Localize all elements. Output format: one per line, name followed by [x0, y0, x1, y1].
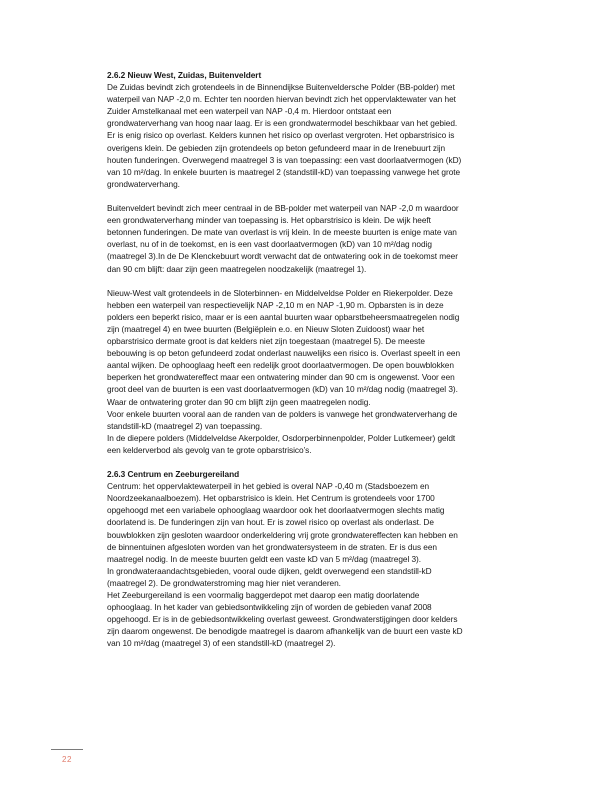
text-line: overigens klein. De gebieden zijn grotendeels op beton gefundeerd maar in de Irenebuurt zijn [107, 142, 446, 153]
text-line: maatregel nodig. In de meeste buurten geldt een vaste kD van 5 m²/dag (maatregel 3). [107, 553, 422, 564]
section-heading: 2.6.3 Centrum en Zeeburgereiland [107, 469, 240, 480]
text-line: een kelderverbod als gevolg van te grote opbarstrisico’s. [107, 444, 312, 455]
text-line: overlast, nu of in de toekomst, en is een vast doorlaatvermogen (kD) van 10 m²/dag nodig [107, 239, 432, 250]
paragraph [107, 202, 523, 275]
text-line: beperken het grondwatereffect maar een ontwatering minder dan 90 cm is ongewenst. Voor een [107, 372, 455, 383]
text-line: standstill-kD (maatregel 2) van toepassing. [107, 420, 263, 431]
section-gap [107, 456, 523, 468]
text-line: Voor enkele buurten vooral aan de randen van de polders is vanwege het grondwaterverhang de [107, 408, 458, 419]
text-line: opgehoogd met een variabele ophooglaag waardoor ook het doorlaatvermogen slechts matig [107, 505, 445, 516]
text-line: dan 90 cm blijft: daar zijn geen maatregelen noodzakelijk (maatregel 1). [107, 263, 367, 274]
text-line: waterpeil van NAP -2,0 m. Echter ten noorden hiervan bevindt zich het oppervlaktewater van het [107, 94, 456, 105]
paragraph [107, 81, 523, 190]
text-line: Waar de ontwatering groter dan 90 cm blijft zijn geen maatregelen nodig. [107, 396, 371, 407]
section [107, 69, 523, 456]
text-line: Zuider Amstelkanaal met een waterpeil van NAP -0,4 m. Hierdoor ontstaat een [107, 106, 392, 117]
page-body [107, 69, 523, 650]
text-line: grondwaterverhang van hoog naar laag. Er is een grondwatermodel beschikbaar van het gebied. [107, 118, 458, 129]
text-line: In de diepere polders (Middelveldse Akerpolder, Osdorperbinnenpolder, Polder Lutkemeer) geldt [107, 432, 456, 443]
footer-rule [51, 749, 83, 750]
text-line: Er is enig risico op overlast. Kelders kunnen het risico op overlast vergroten. Het opbarstrisico is [107, 130, 455, 141]
text-line: (maatregel 2). De grondwaterstroming mag hier niet veranderen. [107, 577, 341, 588]
text-line: opgehoogd. Er is in de gebiedsontwikkeling overlast geweest. Grondwaterstijgingen door kelders [107, 614, 458, 625]
text-line: groot deel van de buurten is een vast doorlaatvermogen (kD) van 10 m²/dag nodig (maatregel 3). [107, 384, 458, 395]
paragraph-gap [107, 190, 523, 202]
text-line: van 10 m²/dag (maatregel 3) of een standstill-kD (maatregel 2). [107, 638, 336, 649]
paragraph [107, 287, 523, 456]
text-line: houten funderingen. Overwegend maatregel 3 is van toepassing: een vast doorlaatvermogen (kD) [107, 154, 462, 165]
text-line: grondwaterverhang. [107, 178, 180, 189]
text-line: Buitenveldert bevindt zich meer centraal in de BB-polder met waterpeil van NAP -2,0 m waardoor [107, 203, 459, 214]
text-line: hebben een waterpeil van respectievelijk NAP -2,10 m en NAP -1,90 m. Opbarsten is in deze [107, 299, 444, 310]
text-line: zijn daarom ongewenst. De benodigde maatregel is daarom afhankelijk van de buurt een vaste kD [107, 626, 463, 637]
text-line: een grondwaterverhang minder van toepassing is. Het opbarstrisico is klein. De wijk heeft [107, 215, 431, 226]
text-line: polders een beperkt risico, maar er is een aantal buurten waar opbarstbeheersmaatregelen nodig [107, 311, 460, 322]
text-line: Het Zeeburgereiland is een voormalig baggerdepot met daarop een matig doorlatende [107, 590, 420, 601]
text-line: de binnentuinen afgesloten worden van het grondwatersysteem in de straten. Er is dus een [107, 541, 437, 552]
text-line: Nieuw-West valt grotendeels in de Sloterbinnen- en Middelveldse Polder en Riekerpolder. Deze [107, 287, 453, 298]
text-line: bebouwing is op beton gefundeerd zodat onderlast nauwelijks een risico is. Overlast speelt in een [107, 348, 461, 359]
paragraph-gap [107, 275, 523, 287]
text-line: Noordzeekanaalboezem). Het opbarstrisico is klein. Het Centrum is grotendeels voor 1700 [107, 493, 435, 504]
text-line: Centrum: het oppervlaktewaterpeil in het gebied is overal NAP -0,40 m (Stadsboezem en [107, 481, 430, 492]
section [107, 468, 523, 649]
text-line: opbarstrisico dermate groot is dat kelders niet zijn toegestaan (maatregel 5). De meeste [107, 336, 425, 347]
text-line: zijn (maatregel 4) en twee buurten (Belgiëplein e.o. en Nieuw Sloten Zuidoost) waar het [107, 323, 425, 334]
text-line: In grondwateraandachtsgebieden, vooral oude dijken, geldt overwegend een standstill-kD [107, 565, 432, 576]
text-line: bouwblokken zijn gesloten waardoor onderkeldering vrij grote grondwatereffecten kan hebben en [107, 529, 458, 540]
page-number: 22 [62, 755, 72, 764]
text-line: betonnen funderingen. De mate van overlast is vrij klein. In de meeste buurten is enige mate van [107, 227, 457, 238]
text-line: ophooglaag. In het kader van gebiedsontwikkeling zijn of worden de gebieden vanaf 2008 [107, 602, 432, 613]
text-line: van 10 m²/dag. In enkele buurten is maatregel 2 (standstill-kD) van toepassing vanwege het grote [107, 166, 461, 177]
section-heading: 2.6.2 Nieuw West, Zuidas, Buitenveldert [107, 70, 262, 80]
paragraph [107, 480, 523, 649]
text-line: aantal wijken. De ophooglaag heeft een redelijk groot doorlaatvermogen. De open bouwblokken [107, 360, 454, 371]
text-line: (maatregel 3).In de De Klenckebuurt wordt verwacht dat de ontwatering ook in de toekomst meer [107, 251, 458, 262]
text-line: De Zuidas bevindt zich grotendeels in de Binnendijkse Buitenveldersche Polder (BB-polder) met [107, 82, 455, 93]
text-line: doorlatend is. De funderingen zijn van hout. Er is zowel risico op overlast als onderlast. De [107, 517, 434, 528]
